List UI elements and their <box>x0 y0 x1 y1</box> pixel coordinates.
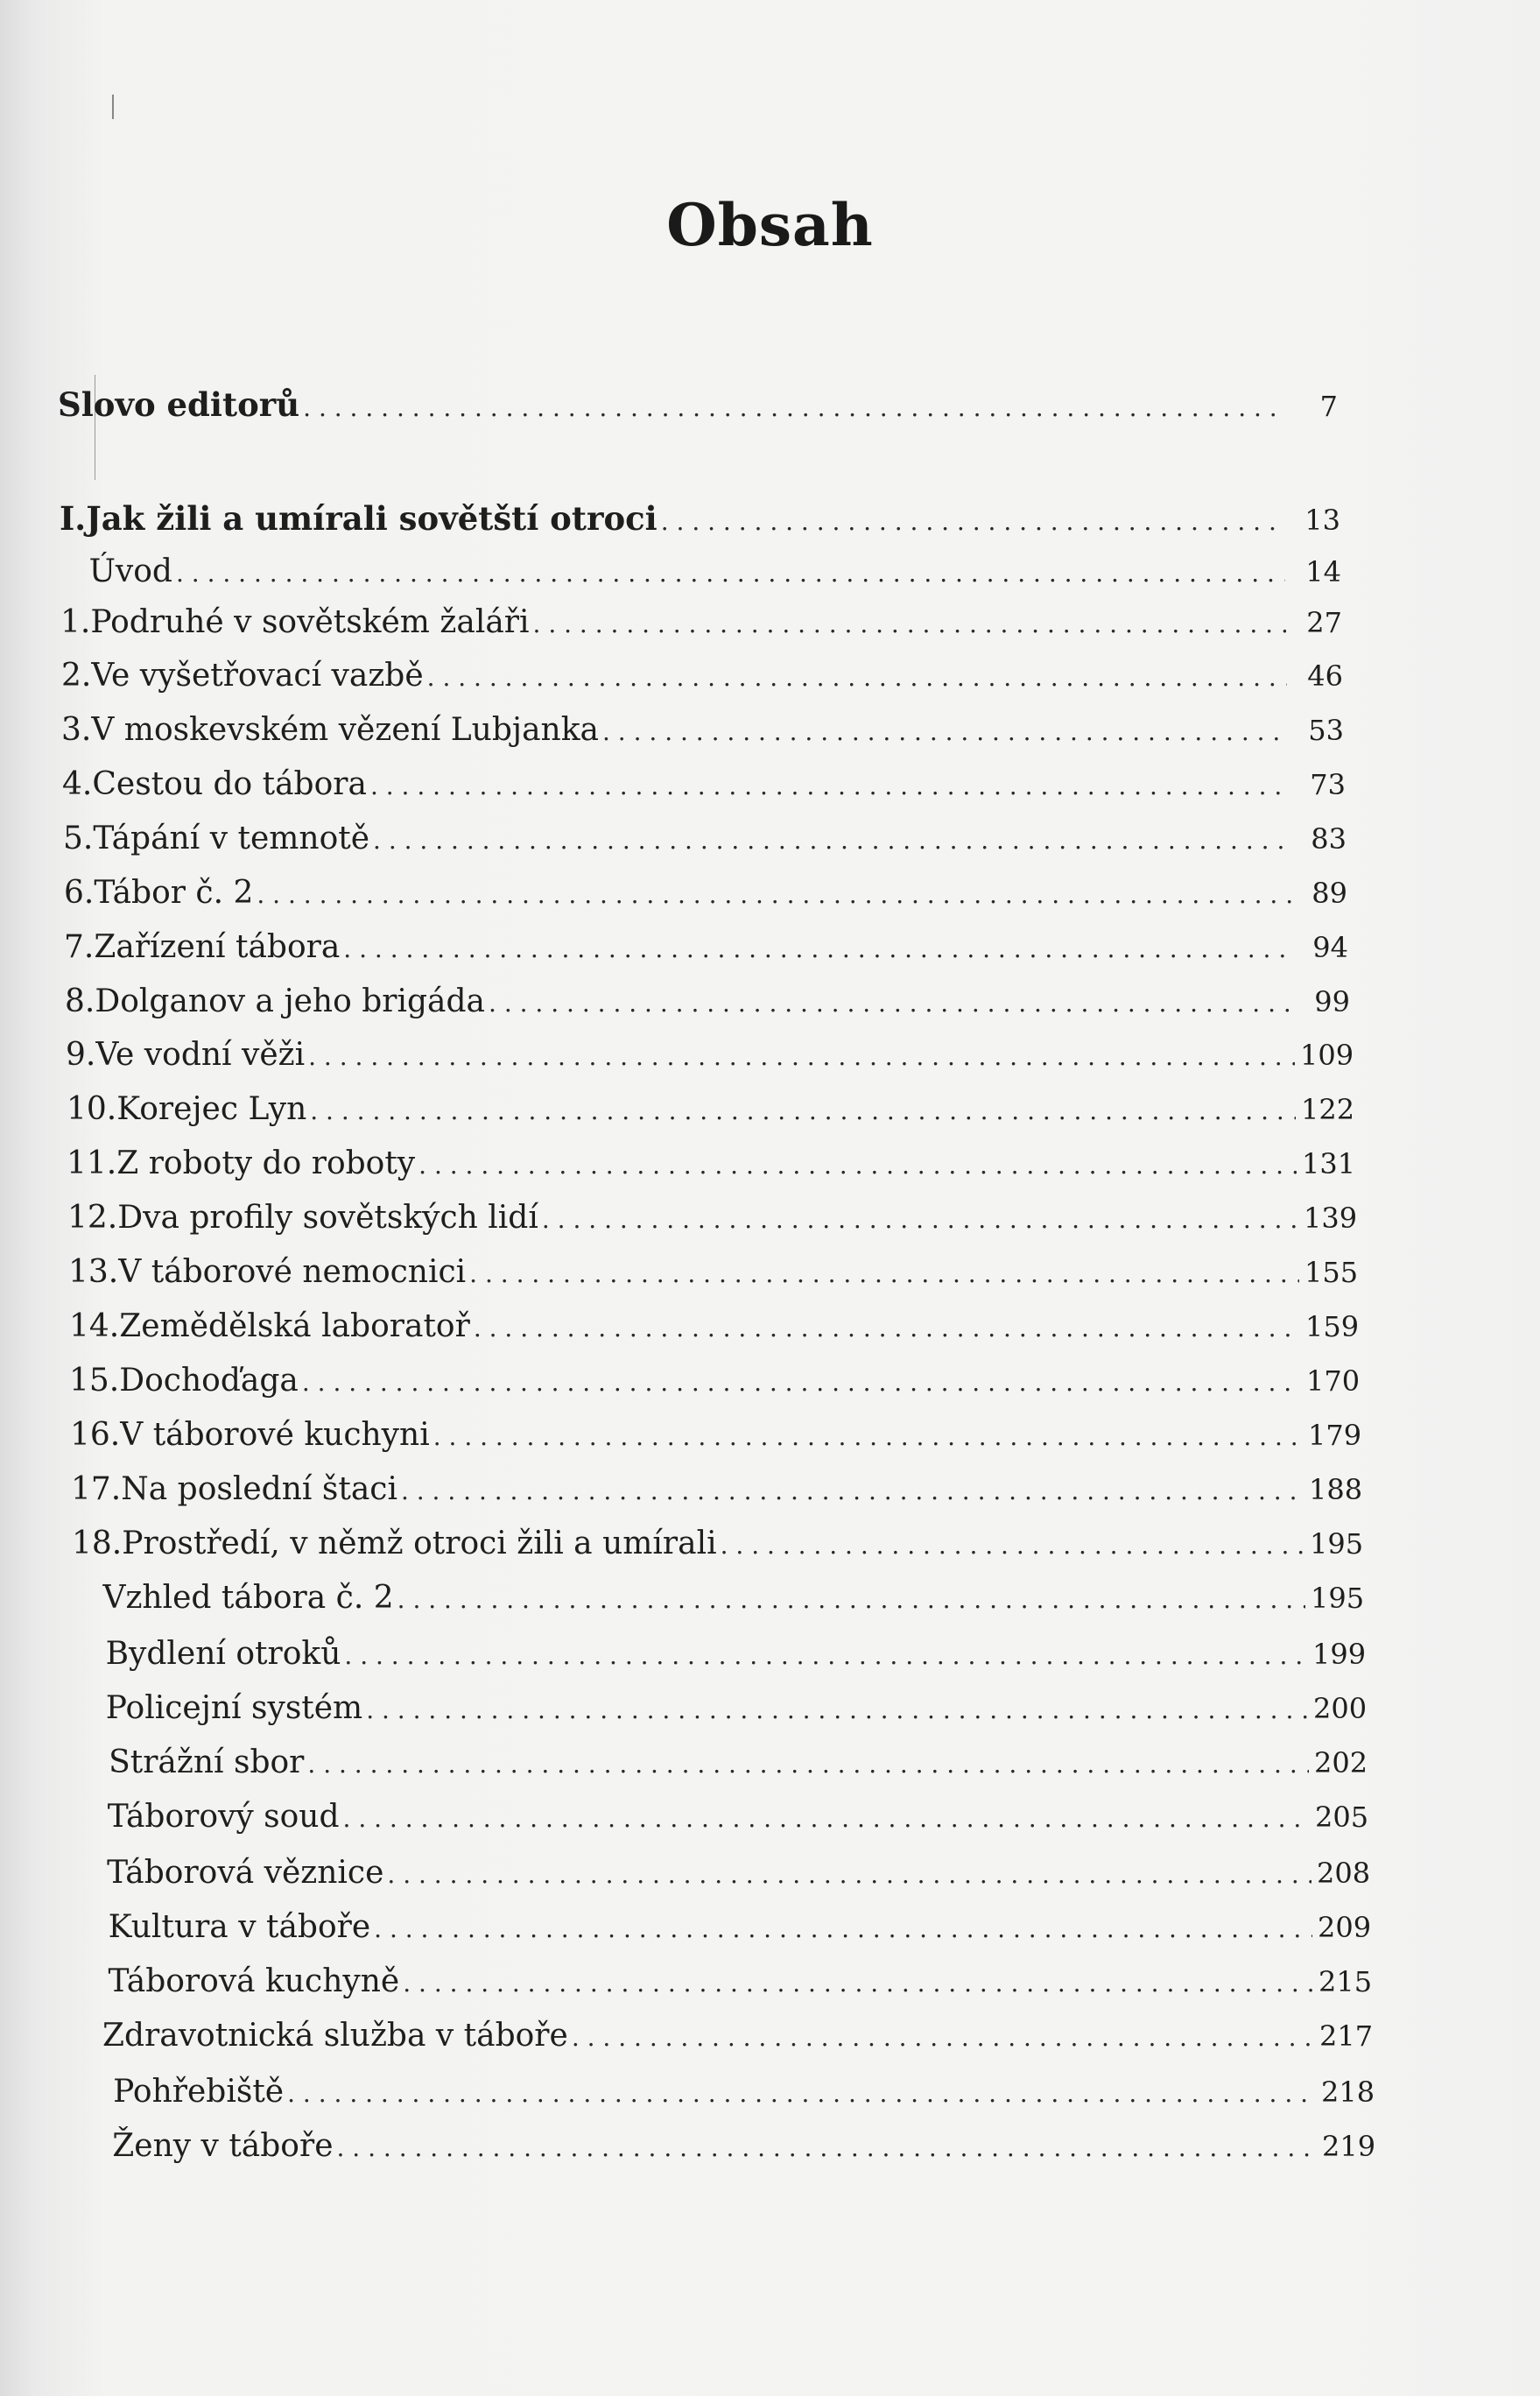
toc-entry-label: Podruhé v sovětském žaláři <box>90 604 530 640</box>
toc-entry-page-number: 131 <box>1302 1147 1356 1180</box>
toc-entry-page-number: 200 <box>1313 1692 1368 1725</box>
dot-leader <box>373 821 1290 856</box>
dot-leader <box>387 1855 1311 1891</box>
dot-leader <box>721 1526 1304 1561</box>
toc-entry <box>78 2074 1375 2110</box>
toc-entry-number: 16. <box>70 1417 121 1453</box>
scan-mark <box>112 95 114 119</box>
dot-leader <box>176 553 1285 589</box>
toc-entry-number: 15. <box>69 1363 120 1399</box>
toc-entry <box>61 712 1344 748</box>
toc-entry-label: Jak žili a umírali sovětští otroci <box>86 499 657 538</box>
toc-entry-label: Na poslední štaci <box>121 1471 397 1507</box>
toc-entry-label: Slovo editorů <box>58 385 300 424</box>
toc-entry-page-number: 209 <box>1318 1911 1372 1944</box>
toc-entry-label: V moskevském vězení Lubjanka <box>91 712 599 748</box>
toc-entry-number: I. <box>60 499 87 538</box>
dot-leader <box>343 929 1292 965</box>
toc-entry-page-number: 208 <box>1317 1857 1371 1890</box>
toc-entry-label: Prostředí, v němž otroci žili a umírali <box>122 1526 717 1561</box>
toc-entry-label: Táborový soud <box>107 1799 340 1835</box>
toc-entry-label: Zdravotnická služba v táboře <box>102 2018 568 2054</box>
toc-entry-page-number: 195 <box>1311 1582 1365 1615</box>
toc-entry <box>69 1363 1361 1399</box>
page-title: Obsah <box>666 191 874 259</box>
dot-leader <box>661 500 1284 538</box>
toc-entry-label: Cestou do tábora <box>92 766 367 802</box>
toc-entry-page-number: 14 <box>1305 555 1341 588</box>
toc-entry-number: 9. <box>66 1037 96 1073</box>
dot-leader <box>257 875 1291 911</box>
toc-entry <box>60 553 1341 589</box>
toc-entry-page-number: 73 <box>1310 768 1346 801</box>
toc-entry-label: Policejní systém <box>105 1690 363 1726</box>
toc-entry-page-number: 170 <box>1306 1364 1361 1398</box>
toc-entry-page-number: 218 <box>1321 2075 1375 2109</box>
toc-entry-label: Zemědělská laboratoř <box>119 1308 470 1344</box>
toc-entry <box>67 1145 1356 1181</box>
dot-leader <box>366 1690 1308 1726</box>
toc-entry <box>64 875 1347 911</box>
toc-entry-label: Dolganov a jeho brigáda <box>95 983 486 1019</box>
toc-entry-label: Ženy v táboře <box>112 2128 334 2164</box>
toc-entry-page-number: 13 <box>1304 504 1340 537</box>
toc-entry <box>72 1580 1365 1616</box>
toc-entry-number: 10. <box>67 1091 117 1127</box>
dot-leader <box>370 766 1290 802</box>
dot-leader <box>474 1308 1300 1344</box>
toc-entry <box>70 1417 1362 1453</box>
toc-entry-page-number: 199 <box>1312 1638 1367 1671</box>
toc-entry-label: Ve vyšetřovací vazbě <box>91 658 424 694</box>
toc-entry-page-number: 179 <box>1308 1419 1362 1452</box>
dot-leader <box>489 983 1294 1019</box>
toc-entry-page-number: 195 <box>1310 1527 1364 1561</box>
toc-entry-page-number: 83 <box>1311 822 1347 856</box>
dot-leader <box>533 604 1286 640</box>
toc-entry <box>73 1636 1367 1672</box>
toc-entry <box>79 2128 1376 2164</box>
dot-leader <box>343 1799 1310 1835</box>
toc-entry <box>64 929 1348 965</box>
dot-leader <box>542 1200 1298 1236</box>
toc-entry-page-number: 205 <box>1315 1801 1369 1834</box>
toc-entry-number: 18. <box>72 1526 123 1561</box>
dot-leader <box>307 1744 1309 1780</box>
toc-entry-page-number: 99 <box>1314 985 1350 1018</box>
toc-entry-label: V táborové kuchyni <box>120 1417 430 1453</box>
toc-entry <box>66 1037 1354 1073</box>
toc-entry-label: Ve vodní věži <box>95 1037 306 1073</box>
toc-entry-page-number: 217 <box>1319 2019 1374 2053</box>
toc-entry <box>74 1744 1368 1780</box>
toc-entry-number: 5. <box>63 821 94 856</box>
dot-leader <box>310 1091 1296 1127</box>
toc-entry <box>72 1526 1364 1561</box>
toc-entry <box>62 766 1346 802</box>
toc-entry-page-number: 159 <box>1305 1310 1360 1343</box>
toc-entry <box>68 1254 1359 1290</box>
dot-leader <box>572 2018 1314 2054</box>
toc-entry-label: Korejec Lyn <box>116 1091 307 1127</box>
toc-entry-number: 14. <box>69 1308 120 1344</box>
toc-entry-page-number: 53 <box>1308 714 1344 747</box>
toc-entry-label: Táborová kuchyně <box>108 1963 400 1999</box>
toc-entry-page-number: 7 <box>1319 390 1338 423</box>
toc-entry-label: Tápání v temnotě <box>93 821 370 856</box>
toc-entry-label: Vzhled tábora č. 2 <box>102 1580 394 1616</box>
toc-entry-page-number: 155 <box>1304 1256 1359 1289</box>
toc-entry-number: 12. <box>67 1200 118 1236</box>
toc-entry <box>65 983 1350 1019</box>
toc-entry-page-number: 215 <box>1318 1965 1373 1998</box>
toc-entry-number: 2. <box>61 658 92 694</box>
toc-entry-page-number: 109 <box>1300 1039 1354 1072</box>
toc-entry-page-number: 46 <box>1307 659 1343 693</box>
toc-entry <box>67 1091 1355 1127</box>
dot-leader <box>469 1254 1299 1290</box>
toc-entry <box>60 604 1342 640</box>
toc-entry-number: 11. <box>67 1145 117 1181</box>
toc-entry-page-number: 219 <box>1322 2130 1376 2163</box>
toc-entry-page-number: 139 <box>1304 1202 1358 1235</box>
toc-entry-label: Dochoďaga <box>119 1363 299 1399</box>
toc-entry <box>63 821 1347 856</box>
toc-entry-page-number: 94 <box>1312 931 1348 964</box>
toc-entry <box>60 499 1340 538</box>
toc-entry-label: Táborová věznice <box>107 1855 384 1891</box>
dot-leader <box>418 1145 1297 1181</box>
dot-leader <box>401 1471 1304 1507</box>
toc-entry-label: Pohřebiště <box>113 2074 285 2110</box>
dot-leader <box>308 1037 1295 1073</box>
dot-leader <box>397 1580 1305 1616</box>
toc-entry <box>69 1308 1360 1344</box>
toc-entry-label: Kultura v táboře <box>108 1909 371 1945</box>
dot-leader <box>344 1636 1307 1672</box>
toc-entry-label: Úvod <box>88 553 172 589</box>
dot-leader <box>433 1417 1303 1453</box>
toc-entry-label: V táborové nemocnici <box>118 1254 467 1290</box>
dot-leader <box>302 1363 1301 1399</box>
toc-entry <box>58 385 1338 424</box>
toc-entry-number: 6. <box>64 875 95 911</box>
toc-entry <box>74 1690 1368 1726</box>
toc-entry-number: 13. <box>68 1254 119 1290</box>
dot-leader <box>337 2128 1318 2164</box>
dot-leader <box>602 712 1288 748</box>
toc-entry-label: Dva profily sovětských lidí <box>117 1200 538 1236</box>
toc-entry-label: Tábor č. 2 <box>94 875 254 911</box>
toc-entry-label: Zařízení tábora <box>94 929 341 965</box>
toc-entry-page-number: 89 <box>1311 877 1347 910</box>
dot-leader <box>287 2074 1316 2110</box>
toc-entry <box>71 1471 1363 1507</box>
toc-entry-page-number: 122 <box>1301 1093 1355 1126</box>
toc-entry <box>75 1855 1371 1891</box>
toc-entry-label: Bydlení otroků <box>105 1636 341 1672</box>
toc-entry-number: 17. <box>71 1471 122 1507</box>
toc-entry-page-number: 188 <box>1309 1473 1363 1506</box>
toc-entry-number: 3. <box>61 712 92 748</box>
dot-leader <box>403 1963 1313 1999</box>
dot-leader <box>303 386 1282 424</box>
toc-entry-number: 4. <box>62 766 93 802</box>
toc-entry-label: Z roboty do roboty <box>116 1145 416 1181</box>
toc-entry <box>61 658 1343 694</box>
toc-entry <box>77 1963 1373 1999</box>
toc-entry-label: Strážní sbor <box>109 1744 305 1780</box>
dot-leader <box>427 658 1287 694</box>
toc-entry <box>67 1200 1358 1236</box>
toc-entry <box>76 1909 1372 1945</box>
toc-entry <box>77 2018 1374 2054</box>
toc-entry-page-number: 202 <box>1314 1746 1368 1779</box>
toc-entry-number: 7. <box>64 929 95 965</box>
toc-entry-number: 1. <box>60 604 91 640</box>
toc-entry <box>74 1799 1369 1835</box>
toc-entry-page-number: 27 <box>1306 606 1342 639</box>
toc-entry-number: 8. <box>65 983 95 1019</box>
dot-leader <box>374 1909 1312 1945</box>
